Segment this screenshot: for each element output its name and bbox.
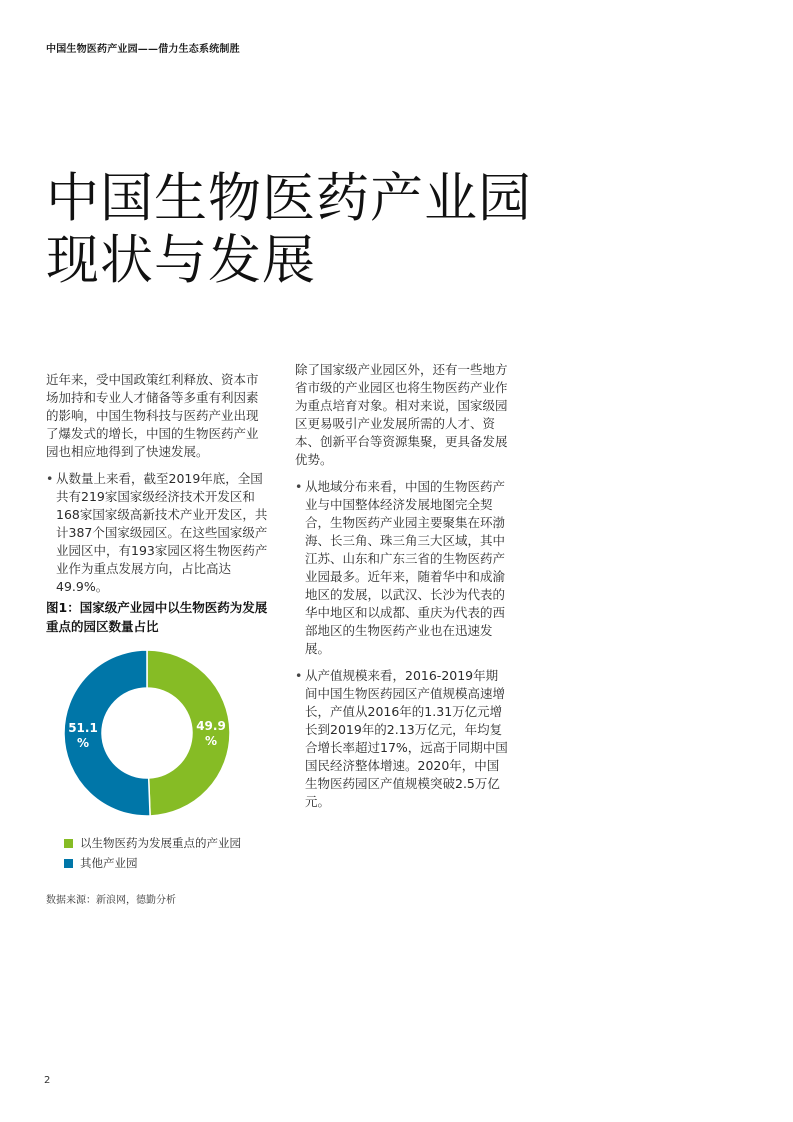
legend-label: 以生物医药为发展重点的产业园 <box>80 836 241 850</box>
legend-label: 其他产业园 <box>80 856 138 870</box>
legend-swatch-green <box>64 839 73 848</box>
right-column <box>295 361 509 820</box>
donut-data-label: 51.1 % <box>68 721 98 751</box>
legend-item-other <box>64 854 241 872</box>
donut-chart <box>50 645 240 821</box>
bullet-text: 从产值规模来看，2016-2019年期间中国生物医药园区产值规模高速增长，产值从2016年的1.31万亿元增长到2019年的2.13万亿元，年均复合增长率超过17%，远高于同期中国国民经济整体增速。2020年，中国生物医药园区产值规模突破2.5万亿元。 <box>305 668 508 809</box>
legend-swatch-blue <box>64 859 73 868</box>
bullet-text: 从数量上来看，截至2019年底，全国共有219家国家级经济技术开发区和168家国家级高新技术产业开发区，共计387个国家级园区。在这些国家级产业园区中，有193家园区将生物医药产业作为重点发展方向，占比高达49.9%。 <box>56 471 268 594</box>
bullet-quantity <box>46 470 268 596</box>
left-column <box>46 371 268 605</box>
donut-slice-biomed <box>147 650 230 816</box>
bullet-dot: • <box>295 479 303 494</box>
page-title <box>46 168 532 292</box>
title-line-1: 中国生物医药产业园 <box>46 168 532 229</box>
bullet-text: 从地域分布来看，中国的生物医药产业与中国整体经济发展地图完全契合，生物医药产业园主要聚集在环渤海、长三角、珠三角三大区域，其中江苏、山东和广东三省的生物医药产业园最多。近年来，随着华中和成渝地区的发展，以武汉、长沙为代表的华中地区和以成都、重庆为代表的西部地区的生物医药产业也在迅速发展。 <box>305 479 506 656</box>
bullet-dot: • <box>295 668 303 683</box>
bullet-dot: • <box>46 471 54 486</box>
running-header: 中国生物医药产业园——借力生态系统制胜 <box>46 44 240 55</box>
legend-item-biomed <box>64 834 241 852</box>
title-line-2: 现状与发展 <box>46 230 316 291</box>
bullet-geography <box>295 478 509 658</box>
right-intro-paragraph: 除了国家级产业园区外，还有一些地方省市级的产业园区也将生物医药产业作为重点培育对象。相对来说，国家级园区更易吸引产业发展所需的人才、资本、创新平台等资源集聚，更具备发展优势。 <box>295 362 508 467</box>
donut-data-label: 49.9 % <box>196 718 226 748</box>
figure-title: 图1：国家级产业园中以生物医药为发展重点的园区数量占比 <box>46 600 268 634</box>
intro-paragraph: 近年来，受中国政策红利释放、资本市场加持和专业人才储备等多重有利因素的影响，中国生物科技与医药产业出现了爆发式的增长，中国的生物医药产业园也相应地得到了快速发展。 <box>46 372 259 459</box>
donut-chart-svg <box>50 645 240 821</box>
bullet-output-value <box>295 667 509 811</box>
page-number: 2 <box>44 1075 51 1086</box>
data-source: 数据来源：新浪网，德勤分析 <box>46 895 176 906</box>
chart-legend <box>64 834 241 874</box>
